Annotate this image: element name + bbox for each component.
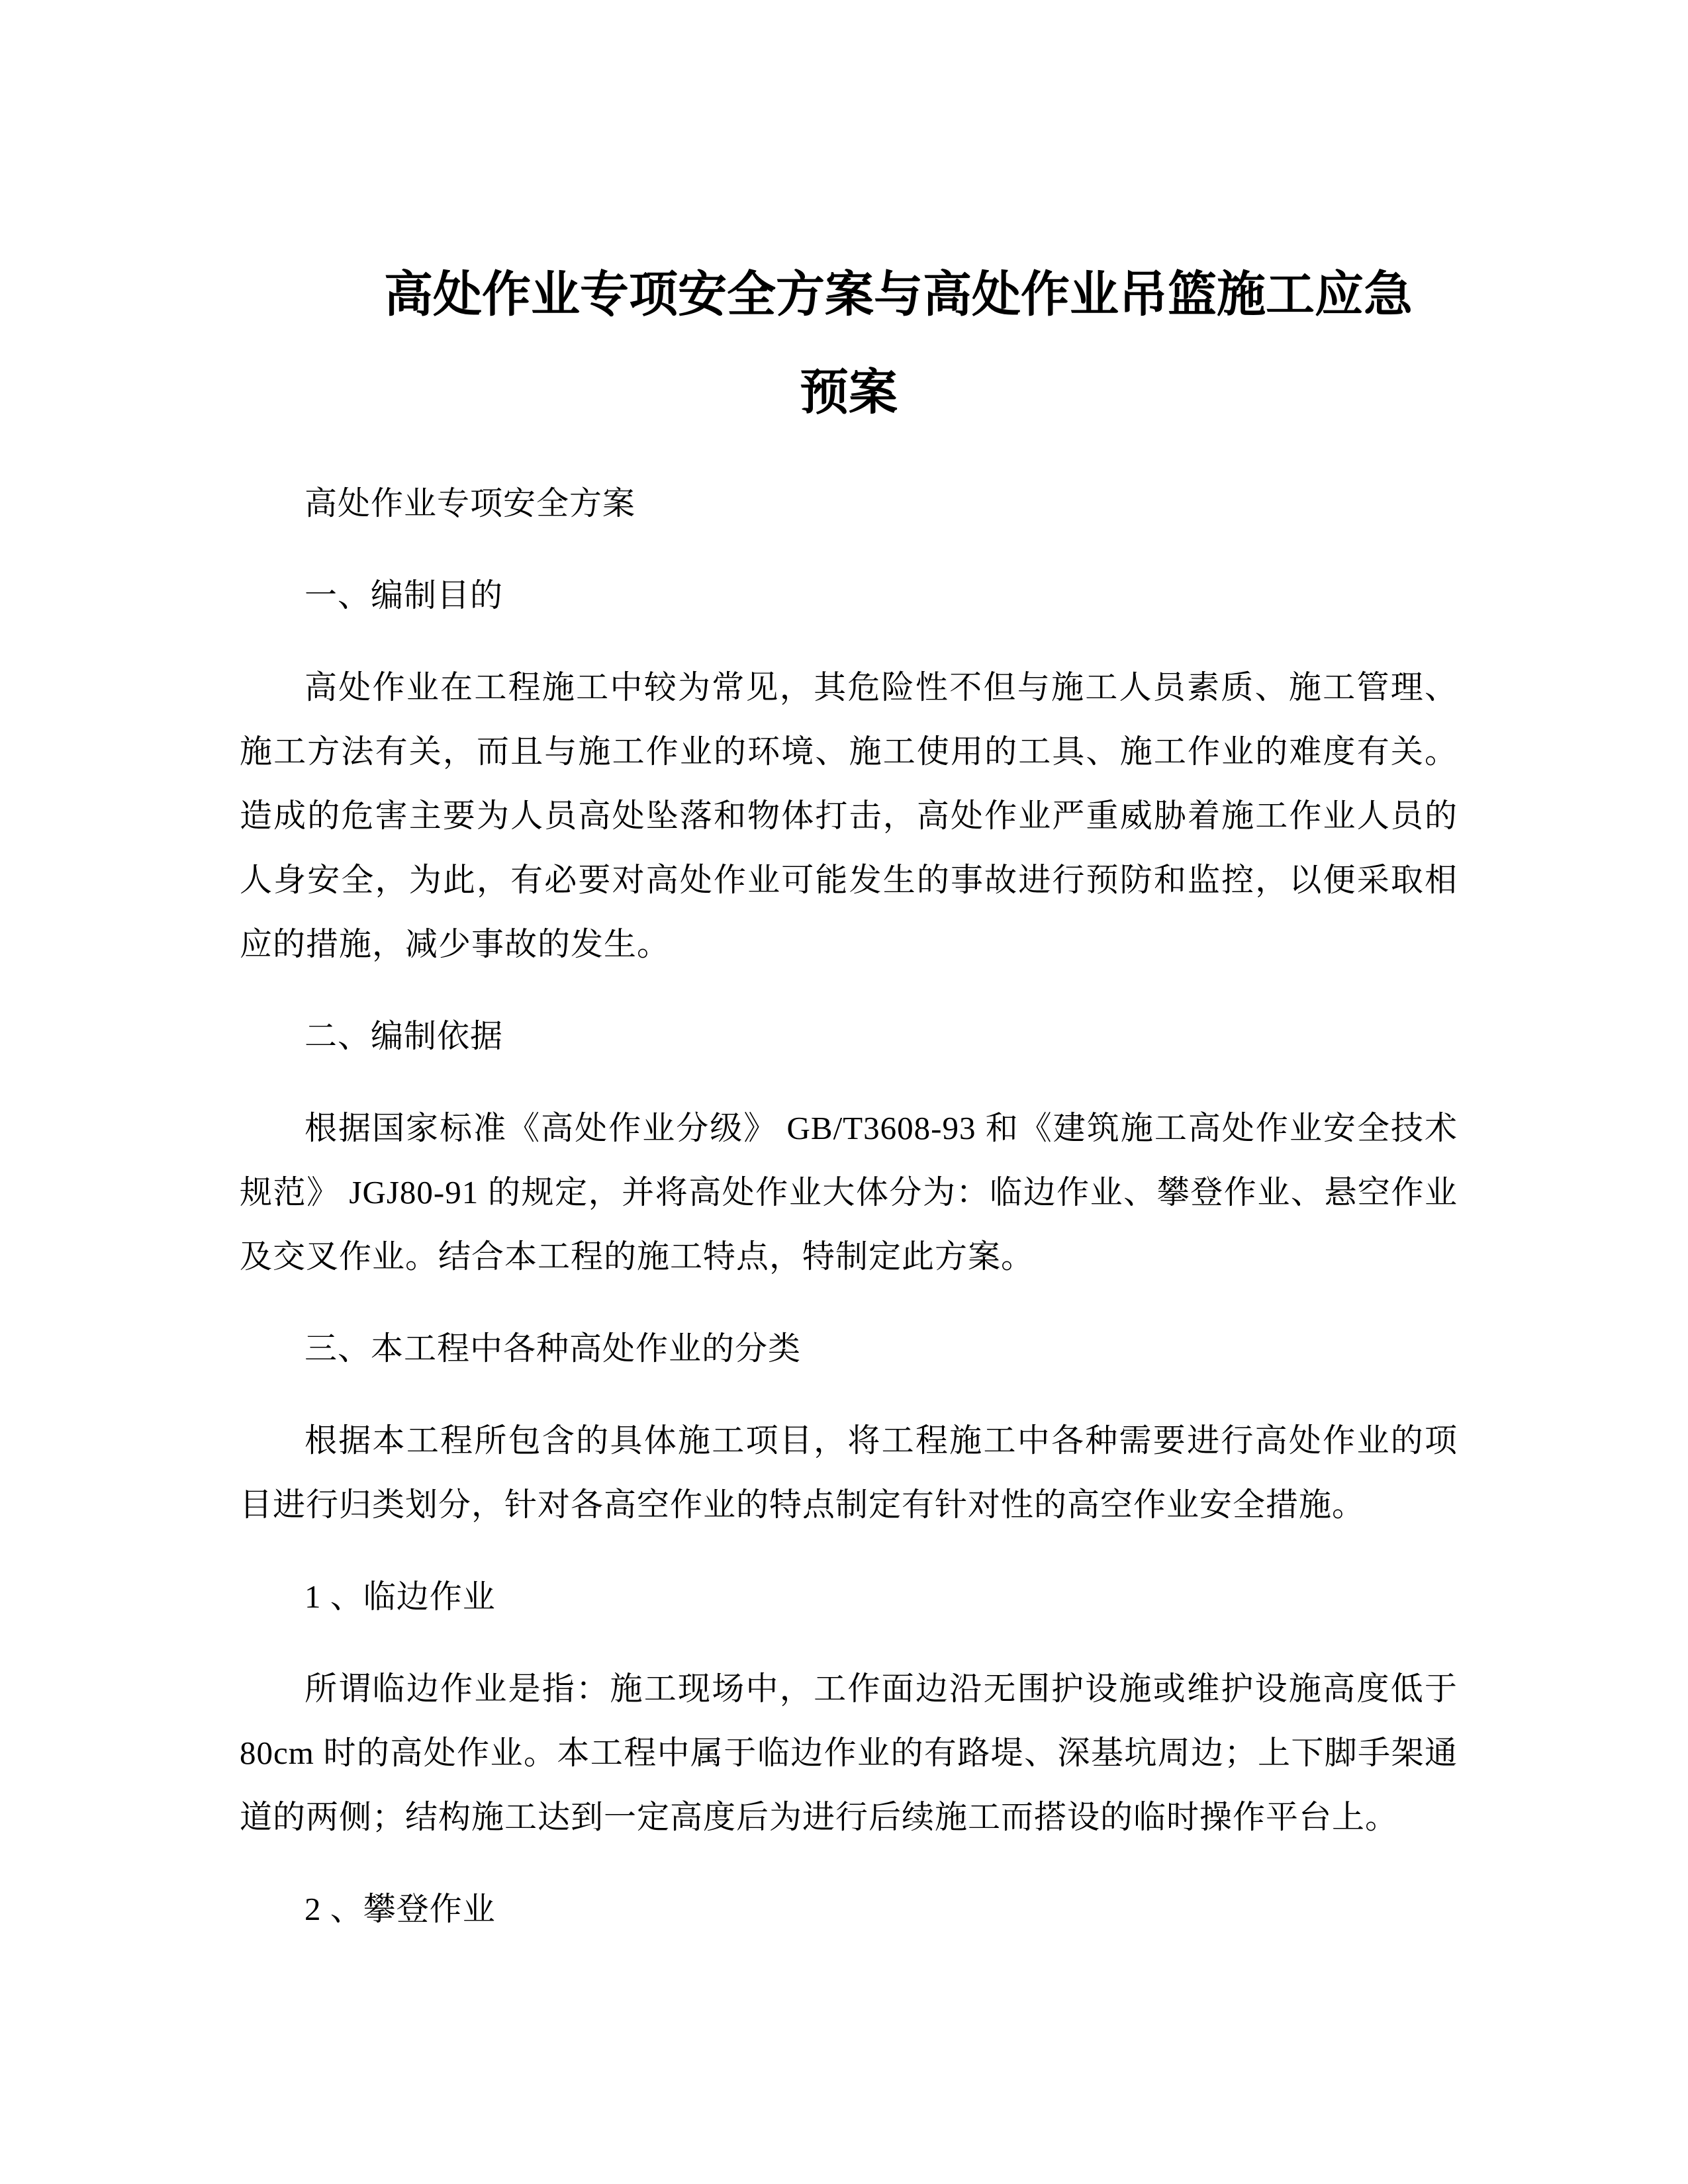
item-heading-2-climbing-work: 2 、攀登作业	[305, 1891, 496, 1927]
section-heading-3-classification: 三、本工程中各种高处作业的分类	[305, 1330, 802, 1367]
paragraph-purpose: 高处作业在工程施工中较为常见，其危险性不但与施工人员素质、施工管理、施工方法有关，而且与施工作业的环境、施工使用的工具、施工作业的难度有关。造成的危害主要为人员高处坠落和物体打击，高处作业严重威胁着施工作业人员的人身安全，为此，有必要对高处作业可能发生的事故进行预防和监控，以便采取相应的措施，减少事故的发生。	[240, 669, 1458, 962]
paragraph-basis: 根据国家标准《高处作业分级》 GB/T3608-93 和《建筑施工高处作业安全技术规范》 JGJ80-91 的规定，并将高处作业大体分为：临边作业、攀登作业、悬空作业及交叉作业。结合本工程的施工特点，特制定此方案。	[240, 1110, 1458, 1275]
item-heading-1-edge-work: 1 、临边作业	[305, 1578, 496, 1615]
subtitle-safety-plan: 高处作业专项安全方案	[305, 485, 636, 522]
document-title	[240, 246, 1458, 442]
paragraph-classification: 根据本工程所包含的具体施工项目，将工程施工中各种需要进行高处作业的项目进行归类划分，针对各高空作业的特点制定有针对性的高空作业安全措施。	[240, 1422, 1458, 1523]
paragraph-edge-work: 所谓临边作业是指：施工现场中，工作面边沿无围护设施或维护设施高度低于 80cm 时的高处作业。本工程中属于临边作业的有路堤、深基坑周边；上下脚手架通道的两侧；结构施工达到一定高度后为进行后续施工而搭设的临时操作平台上。	[240, 1670, 1458, 1835]
section-heading-2-basis: 二、编制依据	[305, 1018, 504, 1054]
section-heading-1-purpose: 一、编制目的	[305, 577, 504, 614]
document-title-line-2: 预案	[800, 366, 898, 420]
document-title-line-1: 高处作业专项安全方案与高处作业吊篮施工应急	[384, 268, 1413, 322]
